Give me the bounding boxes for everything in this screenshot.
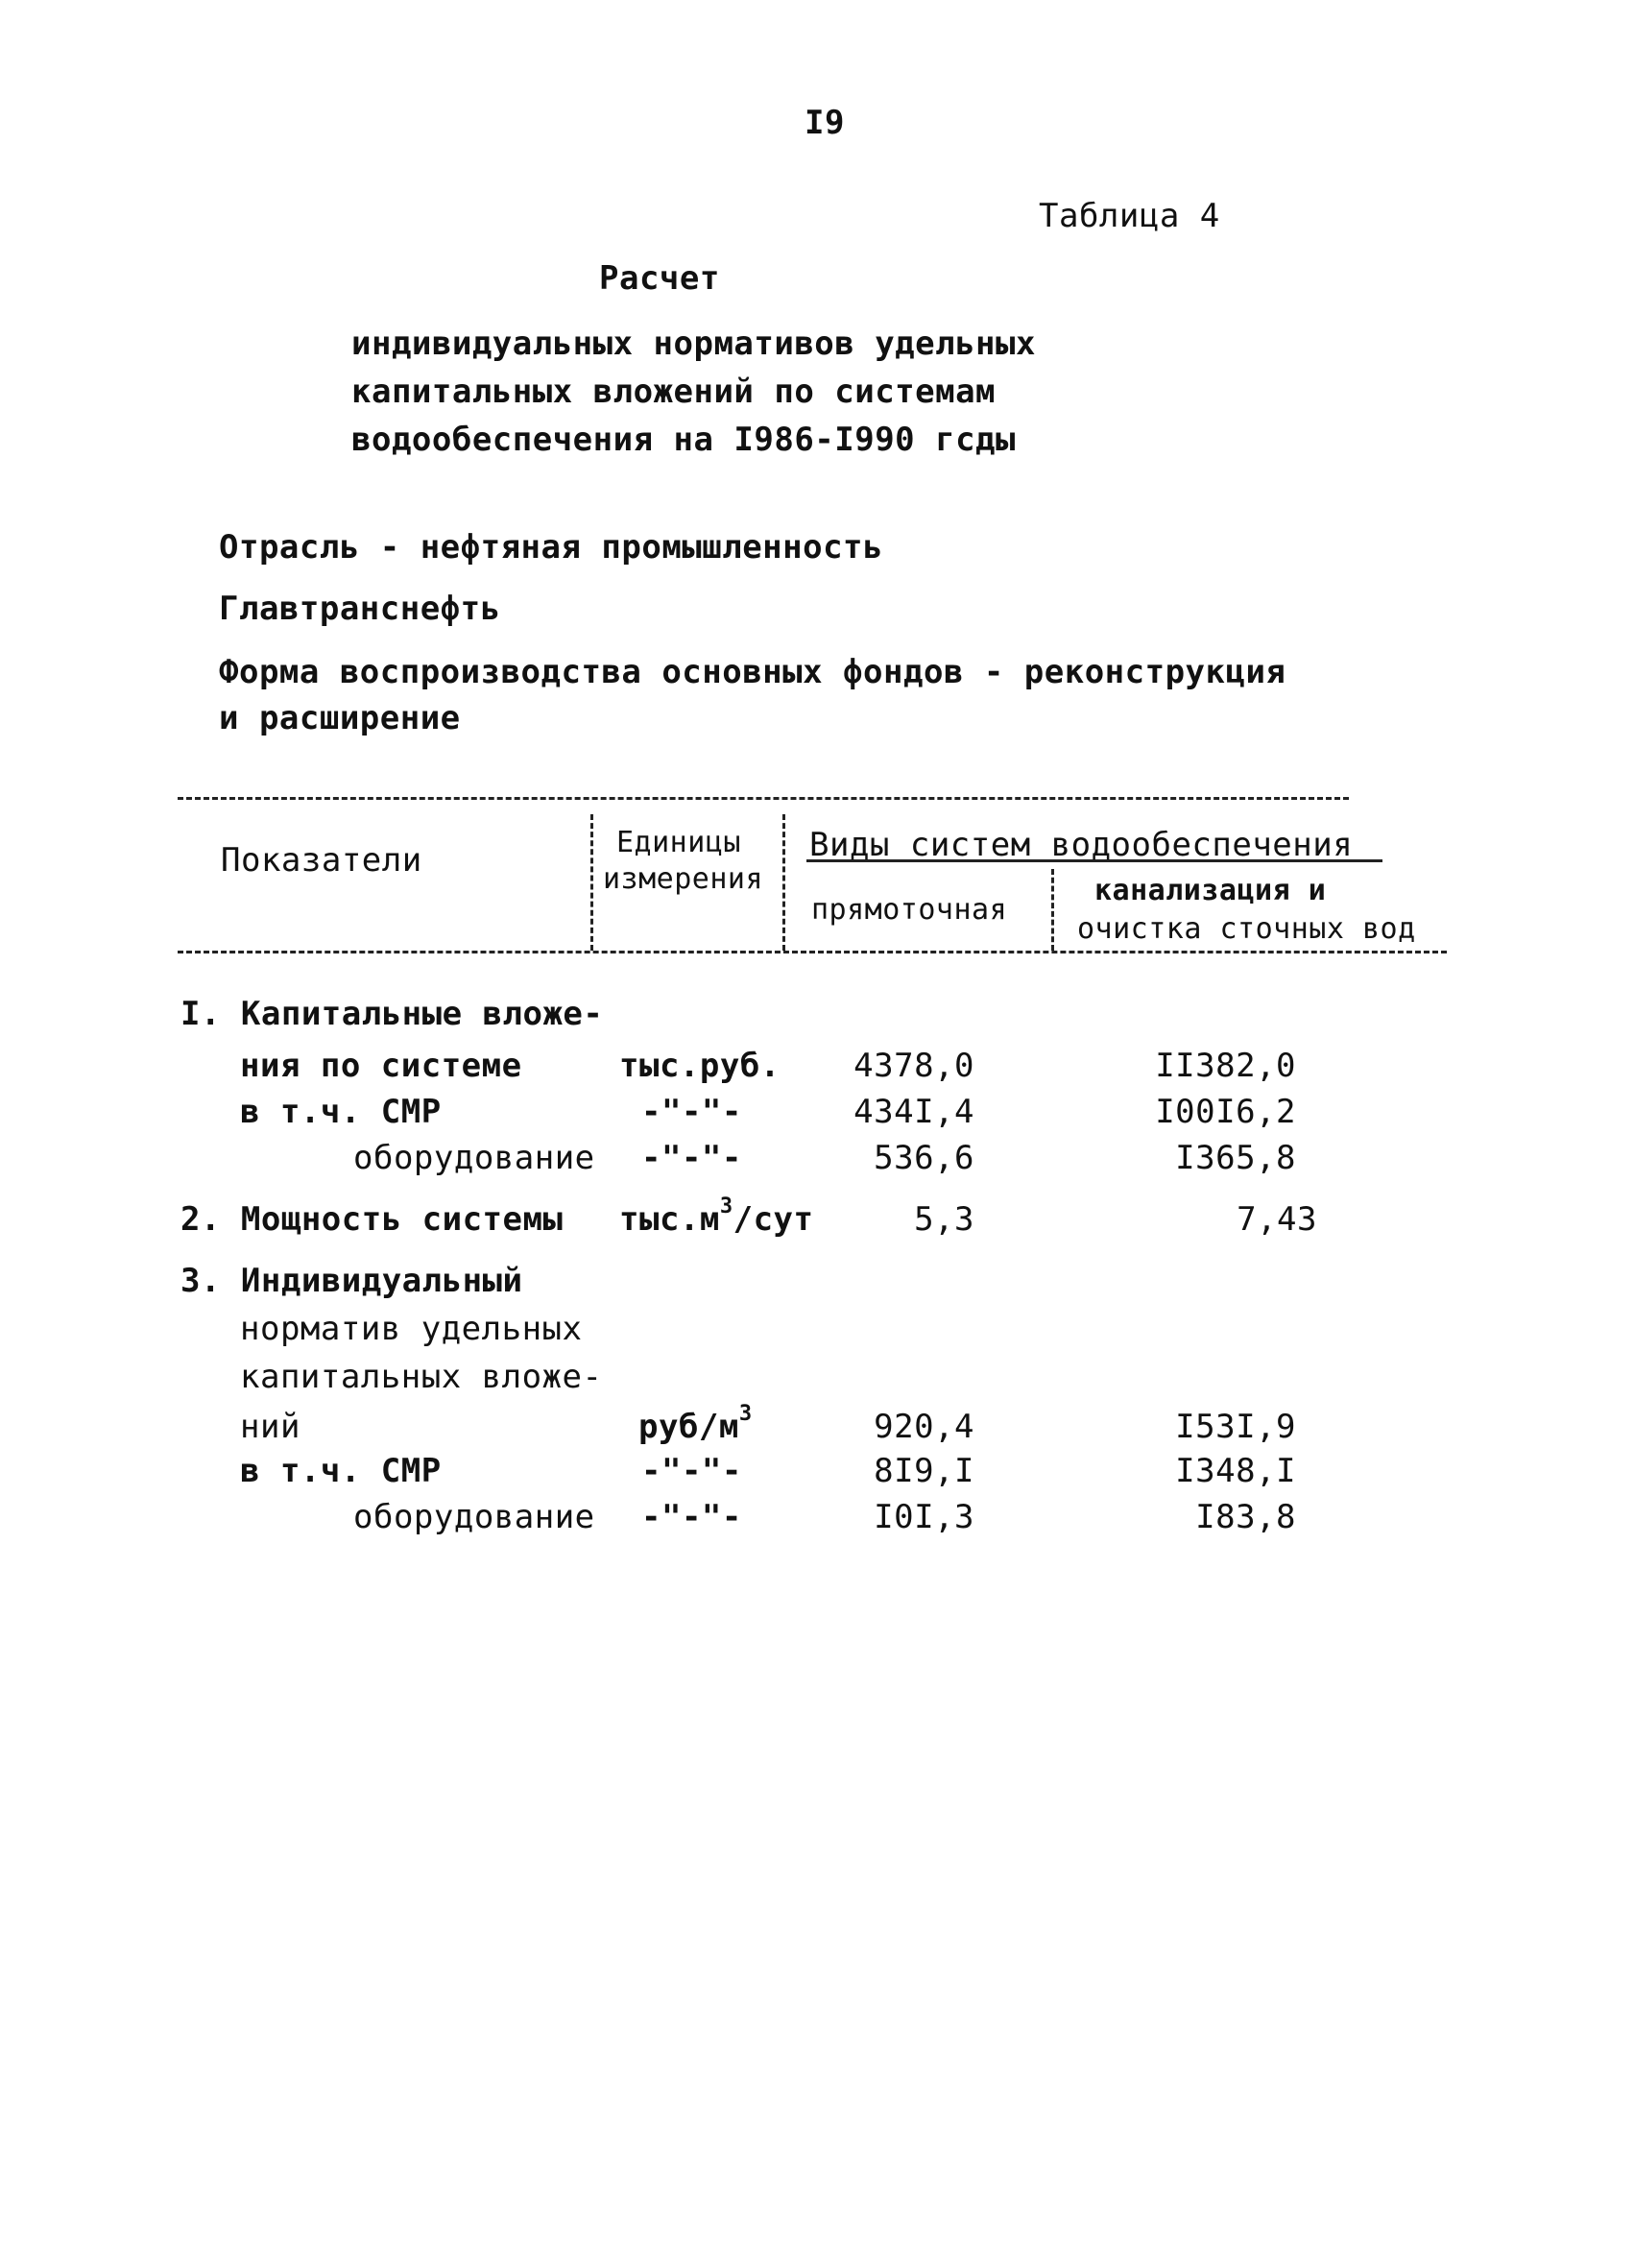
- header-indicators: Показатели: [221, 841, 422, 880]
- row-3-unit: руб/$м^3$: [638, 1401, 753, 1446]
- header-divider-2: [782, 814, 785, 951]
- row-1a-unit: -"-"-: [641, 1093, 742, 1131]
- row-1b-value-sewer: I365,8: [1175, 1139, 1296, 1177]
- header-units-line-2: измерения: [603, 862, 764, 896]
- row-2-value-direct-flow: 5,3: [914, 1200, 974, 1239]
- branch-line: Отрасль - нефтяная промышленность: [219, 528, 884, 567]
- header-divider-1: [590, 814, 593, 951]
- row-3a-unit: -"-"-: [641, 1452, 742, 1490]
- row-3-label-line-4: ний: [240, 1408, 300, 1446]
- row-1b-value-direct-flow: 536,6: [874, 1139, 974, 1177]
- header-column-direct-flow: прямоточная: [811, 893, 1008, 927]
- subtitle-line-3: водообеспечения на I986-I990 гсды: [351, 421, 1017, 459]
- header-system-types: Виды систем водообеспечения: [809, 826, 1354, 864]
- row-1a-label: в т.ч. СМР: [240, 1093, 442, 1131]
- header-column-sewer-line-1: канализация и: [1094, 874, 1327, 907]
- row-3b-unit: -"-"-: [641, 1498, 742, 1536]
- page-number: I9: [805, 104, 845, 142]
- table-label: Таблица 4: [1039, 197, 1220, 235]
- row-1-value-direct-flow: 4378,0: [853, 1047, 974, 1085]
- row-3-value-sewer: I53I,9: [1175, 1408, 1296, 1446]
- organization-line: Главтранснефть: [219, 590, 501, 628]
- row-1b-unit: -"-"-: [641, 1139, 742, 1177]
- row-1a-value-sewer: I00I6,2: [1155, 1093, 1296, 1131]
- row-2-unit: $тыс.м^3$/сут: [619, 1194, 814, 1239]
- header-divider-3: [1051, 869, 1054, 951]
- subtitle-line-2: капитальных вложений по системам: [351, 373, 997, 411]
- row-1-label-line-2: ния по системе: [240, 1047, 522, 1085]
- row-3-label-line-1: 3. Индивидуальный: [180, 1262, 523, 1300]
- row-1-unit: тыс.руб.: [619, 1047, 781, 1085]
- row-3b-value-direct-flow: I0I,3: [874, 1498, 974, 1536]
- row-3a-value-sewer: I348,I: [1175, 1452, 1296, 1490]
- row-1a-value-direct-flow: 434I,4: [853, 1093, 974, 1131]
- row-3-label-line-3: капитальных вложе-: [240, 1358, 603, 1396]
- row-3a-value-direct-flow: 8I9,I: [874, 1452, 974, 1490]
- row-3b-value-sewer: I83,8: [1195, 1498, 1296, 1536]
- row-3a-label: в т.ч. СМР: [240, 1452, 442, 1490]
- row-1-value-sewer: II382,0: [1155, 1047, 1296, 1085]
- row-1-label-line-1: I. Капитальные вложе-: [180, 995, 604, 1033]
- header-bottom-rule: [178, 951, 1447, 953]
- row-3-value-direct-flow: 920,4: [874, 1408, 974, 1446]
- subtitle-line-1: индивидуальных нормативов удельных: [351, 325, 1036, 363]
- form-line-2: и расширение: [219, 699, 461, 737]
- row-2-label: 2. Мощность системы: [180, 1200, 564, 1239]
- row-3b-label: оборудование: [353, 1498, 595, 1536]
- form-line-1: Форма воспроизводства основных фондов - реконструкция: [219, 653, 1286, 691]
- row-3-label-line-2: норматив удельных: [240, 1310, 583, 1348]
- document-title: Расчет: [599, 259, 720, 298]
- row-2-value-sewer: 7,43: [1237, 1200, 1317, 1239]
- table-top-rule: [178, 797, 1349, 800]
- row-1b-label: оборудование: [353, 1139, 595, 1177]
- header-column-sewer-line-2: очистка сточных вод: [1077, 912, 1416, 946]
- header-units-line-1: Единицы: [616, 826, 741, 859]
